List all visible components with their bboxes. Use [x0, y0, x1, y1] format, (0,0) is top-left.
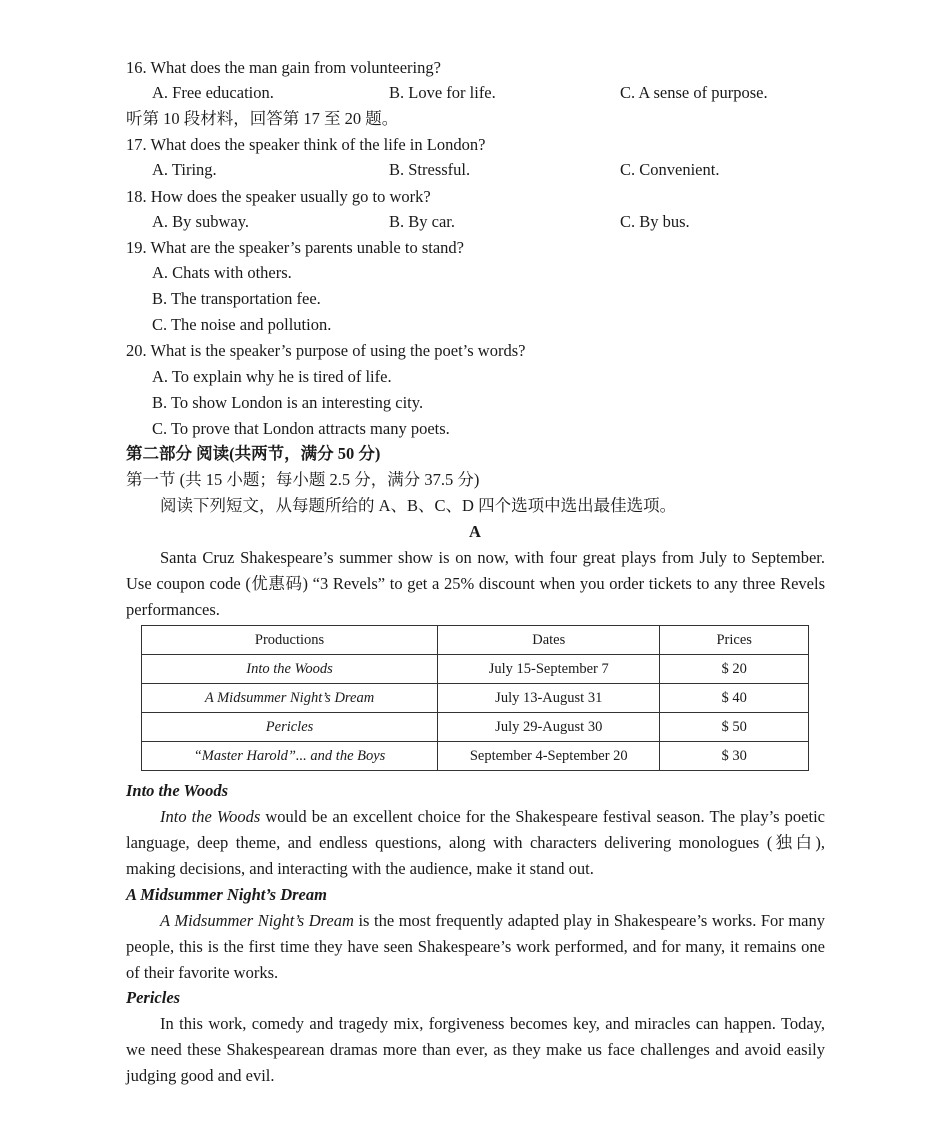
- paragraph-midsummer: [126, 908, 825, 986]
- table-row: [142, 742, 809, 771]
- productions-table: [141, 625, 809, 771]
- heading-into-the-woods: Into the Woods: [126, 781, 229, 800]
- table-header-row: [142, 626, 809, 655]
- section-title: 第二部分 阅读(共两节，满分 50 分): [126, 444, 381, 463]
- price-cell: $ 50: [660, 713, 809, 742]
- q19-option-a: A. Chats with others.: [152, 263, 292, 282]
- question-19: 19. What are the speaker’s parents unable to stand?: [126, 238, 464, 257]
- instruction-passage-10: 听第 10 段材料，回答第 17 至 20 题。: [126, 109, 399, 128]
- table-row: [142, 655, 809, 684]
- q18-option-a: A. By subway.: [152, 212, 250, 231]
- production-cell: Into the Woods: [142, 655, 438, 684]
- question-16: 16. What does the man gain from volunteering?: [126, 58, 441, 77]
- q16-option-b: B. Love for life.: [389, 83, 496, 102]
- production-cell: Pericles: [142, 713, 438, 742]
- section-subtitle: 第一节 (共 15 小题；每小题 2.5 分，满分 37.5 分): [126, 470, 480, 489]
- production-cell: A Midsummer Night’s Dream: [142, 684, 438, 713]
- price-cell: $ 30: [660, 742, 809, 771]
- section-instruction: 阅读下列短文，从每题所给的 A、B、C、D 四个选项中选出最佳选项。: [160, 496, 677, 515]
- question-17: 17. What does the speaker think of the life in London?: [126, 135, 486, 154]
- paragraph-body: would be an excellent choice for the Shakespeare festival season. The play’s poetic language, deep theme, and endless questions, along with characters delivering monologues (独白), making decisions, and interacting with the audience, make it stand out.: [126, 807, 825, 878]
- q19-option-c: C. The noise and pollution.: [152, 315, 332, 334]
- passage-label: A: [469, 522, 481, 541]
- date-cell: July 15-September 7: [438, 655, 660, 684]
- header-dates: Dates: [438, 626, 660, 655]
- date-cell: September 4-September 20: [438, 742, 660, 771]
- passage-intro: Santa Cruz Shakespeare’s summer show is on now, with four great plays from July to September. Use coupon code (优惠码) “3 Revels” to get a 25% discount when you order tickets to any three Revels performances.: [126, 548, 825, 619]
- q16-option-a: A. Free education.: [152, 83, 274, 102]
- price-cell: $ 40: [660, 684, 809, 713]
- table-row: [142, 713, 809, 742]
- q18-option-b: B. By car.: [389, 212, 455, 231]
- date-cell: July 13-August 31: [438, 684, 660, 713]
- q18-option-c: C. By bus.: [620, 212, 690, 231]
- paragraph-body: is the most frequently adapted play in Shakespeare’s works. For many people, this is the first time they have seen Shakespeare’s work performed, and for many, it remains one of their favorite works.: [126, 911, 825, 982]
- q20-option-c: C. To prove that London attracts many poets.: [152, 419, 450, 438]
- q20-option-a: A. To explain why he is tired of life.: [152, 367, 392, 386]
- q17-option-c: C. Convenient.: [620, 160, 720, 179]
- q19-option-b: B. The transportation fee.: [152, 289, 321, 308]
- lead-title: Into the Woods: [160, 807, 261, 826]
- q17-option-b: B. Stressful.: [389, 160, 471, 179]
- q16-option-c: C. A sense of purpose.: [620, 83, 768, 102]
- price-cell: $ 20: [660, 655, 809, 684]
- header-productions: Productions: [142, 626, 438, 655]
- q17-option-a: A. Tiring.: [152, 160, 217, 179]
- paragraph-into-the-woods: [126, 804, 825, 882]
- question-18: 18. How does the speaker usually go to work?: [126, 187, 431, 206]
- production-cell: “Master Harold”... and the Boys: [142, 742, 438, 771]
- q20-option-b: B. To show London is an interesting city.: [152, 393, 424, 412]
- heading-pericles: Pericles: [126, 988, 181, 1007]
- header-prices: Prices: [660, 626, 809, 655]
- heading-midsummer: A Midsummer Night’s Dream: [126, 885, 327, 904]
- date-cell: July 29-August 30: [438, 713, 660, 742]
- lead-title: A Midsummer Night’s Dream: [160, 911, 354, 930]
- table-row: [142, 684, 809, 713]
- question-20: 20. What is the speaker’s purpose of using the poet’s words?: [126, 341, 526, 360]
- paragraph-pericles: In this work, comedy and tragedy mix, forgiveness becomes key, and miracles can happen. Today, we need these Shakespearean dramas more than ever, as they make us face challenges and avoid easily judging good and evil.: [126, 1014, 825, 1085]
